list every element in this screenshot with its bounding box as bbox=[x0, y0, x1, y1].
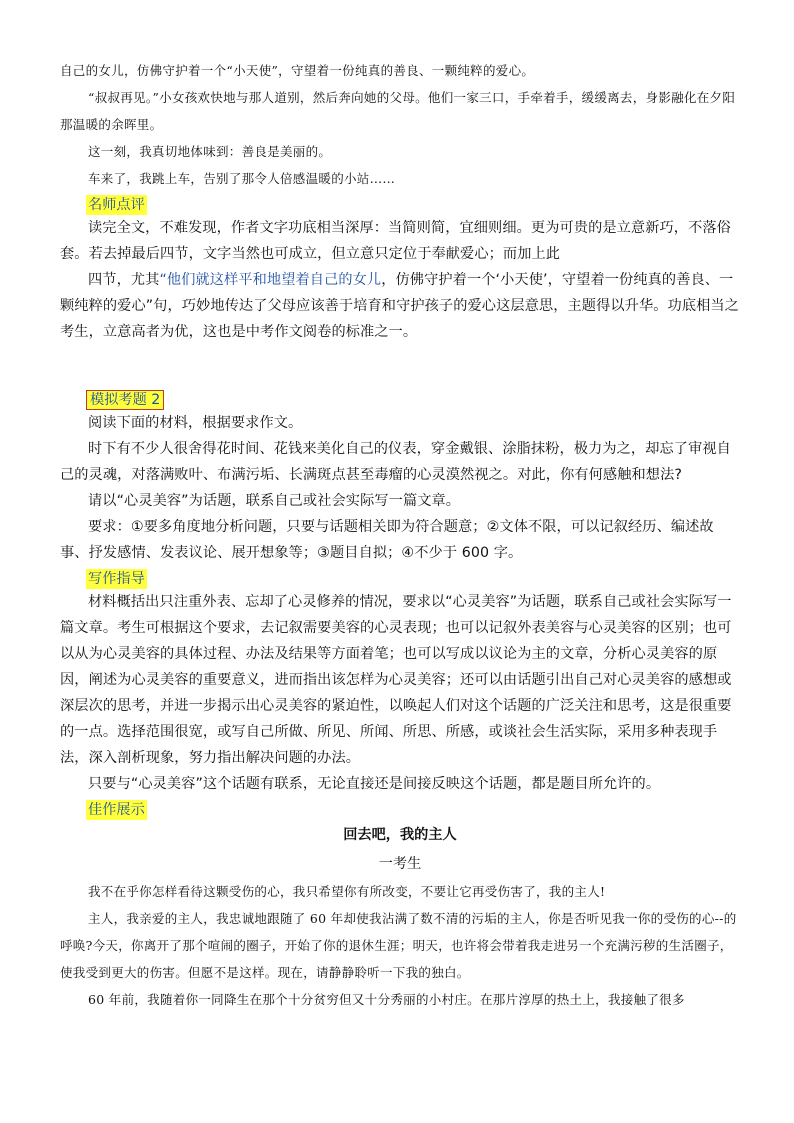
showcase-heading: 佳作展示 bbox=[88, 802, 145, 818]
essay-paragraph: 我不在乎你怎样看待这颗受伤的心，我只希望你有所改变，不要让它再受伤害了，我的主人! bbox=[88, 884, 606, 899]
essay-author: 一考生 bbox=[378, 856, 422, 872]
comment-quote: “他们就这样平和地望着自己的女儿 bbox=[159, 272, 382, 288]
essay-paragraph: 主人，我亲爱的主人，我忠诚地跟随了 60 年却使我沾满了数不清的污垢的主人，你是否听见我一你的受伤的心--的呼唤?今天，你离开了那个喧闹的圈子，开始了你的退休生涯；明天，也许将会带着我走进另一个充满污秽的生活圈子，使我受到更大的伤害。但愿不是这样。现在，请静静聆听一下我的独白。 bbox=[60, 911, 737, 980]
story-paragraph: 车来了，我跳上车，告别了那令人倍感温暖的小站…… bbox=[88, 171, 396, 186]
story-paragraph: 这一刻，我真切地体味到：善良是美丽的。 bbox=[88, 144, 332, 159]
mock-paragraph: 请以“心灵美容”为话题，联系自己或社会实际写一篇文章。 bbox=[88, 493, 461, 509]
comment-paragraph: 读完全文，不难发现，作者文字功底相当深厚：当简则简，宜细则细。更为可贵的是立意新巧，不落俗套。若去掉最后四节，文字当然也可成立，但立意只定位于奉献爱心；而加上此 bbox=[60, 220, 731, 262]
comment-heading: 名师点评 bbox=[88, 197, 145, 213]
mock-paragraph: 阅读下面的材料，根据要求作文。 bbox=[88, 415, 303, 431]
mock-requirements: 要求：①要多角度地分析问题，只要与话题相关即为符合题意；②文体不限，可以记叙经历、编述故事、抒发感情、发表议论、展开想象等；③题目自拟；④不少于 600 字。 bbox=[60, 519, 714, 561]
mock-exam-heading: 模拟考题 2 bbox=[86, 390, 164, 410]
essay-paragraph: 60 年前，我随着你一同降生在那个十分贫穷但又十分秀丽的小村庄。在那片淳厚的热土上，我接触了很多 bbox=[88, 992, 685, 1007]
guide-heading: 写作指导 bbox=[88, 571, 145, 587]
story-paragraph: “叔叔再见。”小女孩欢快地与那人道别，然后奔向她的父母。他们一家三口，手牵着手，缓缓离去，身影融化在夕阳那温暖的余晖里。 bbox=[60, 90, 736, 132]
mock-paragraph: 时下有不少人很舍得花时间、花钱来美化自己的仪表，穿金戴银、涂脂抹粉，极力为之，却忘了审视自己的灵魂，对落满败叶、布满污垢、长满斑点甚至毒瘤的心灵漠然视之。对此，你有何感触和想法? bbox=[60, 441, 731, 483]
essay-title: 回去吧，我的主人 bbox=[343, 827, 457, 843]
guide-paragraph: 材料概括出只注重外表、忘却了心灵修养的情况，要求以“心灵美容”为话题，联系自己或社会实际写一篇文章。考生可根据这个要求，去记叙需要美容的心灵表现；也可以记叙外表美容与心灵美容的区别；也可以从为心灵美容的具体过程、办法及结果等方面着笔；也可以写成以议论为主的文章，分析心灵美容的原因，阐述为心灵美容的重要意义，进而指出该怎样为心灵美容；还可以由话题引出自己对心灵美容的感想或深层次的思考，并进一步揭示出心灵美容的紧迫性，以唤起人们对这个话题的广泛关注和思考，这是很重要的一点。选择范围很宽，或写自己所做、所见、所闻、所思、所感，或谈社会生活实际，采用多种表现手法，深入剖析现象，努力指出解决问题的办法。 bbox=[60, 594, 732, 766]
comment-text: 四节，尤其 bbox=[88, 272, 160, 288]
comment-text: ，仿佛守护着一个‘小天使’，守望着一份纯真的善良、一颗纯粹的爱心”句，巧妙地传达了父母应该善于培育和守护孩子的爱心这层意思，主题得以升华。功底相当之考生，立意高者为优，这也是中考作文阅卷的标准之一。 bbox=[60, 272, 739, 340]
comment-paragraph bbox=[60, 267, 740, 345]
guide-paragraph: 只要与“心灵美容”这个话题有联系，无论直接还是间接反映这个话题，都是题目所允许的。 bbox=[88, 776, 661, 792]
document-page bbox=[60, 58, 740, 1013]
story-paragraph: 自己的女儿，仿佛守护着一个“小天使”，守望着一份纯真的善良、一颗纯粹的爱心。 bbox=[60, 63, 535, 78]
